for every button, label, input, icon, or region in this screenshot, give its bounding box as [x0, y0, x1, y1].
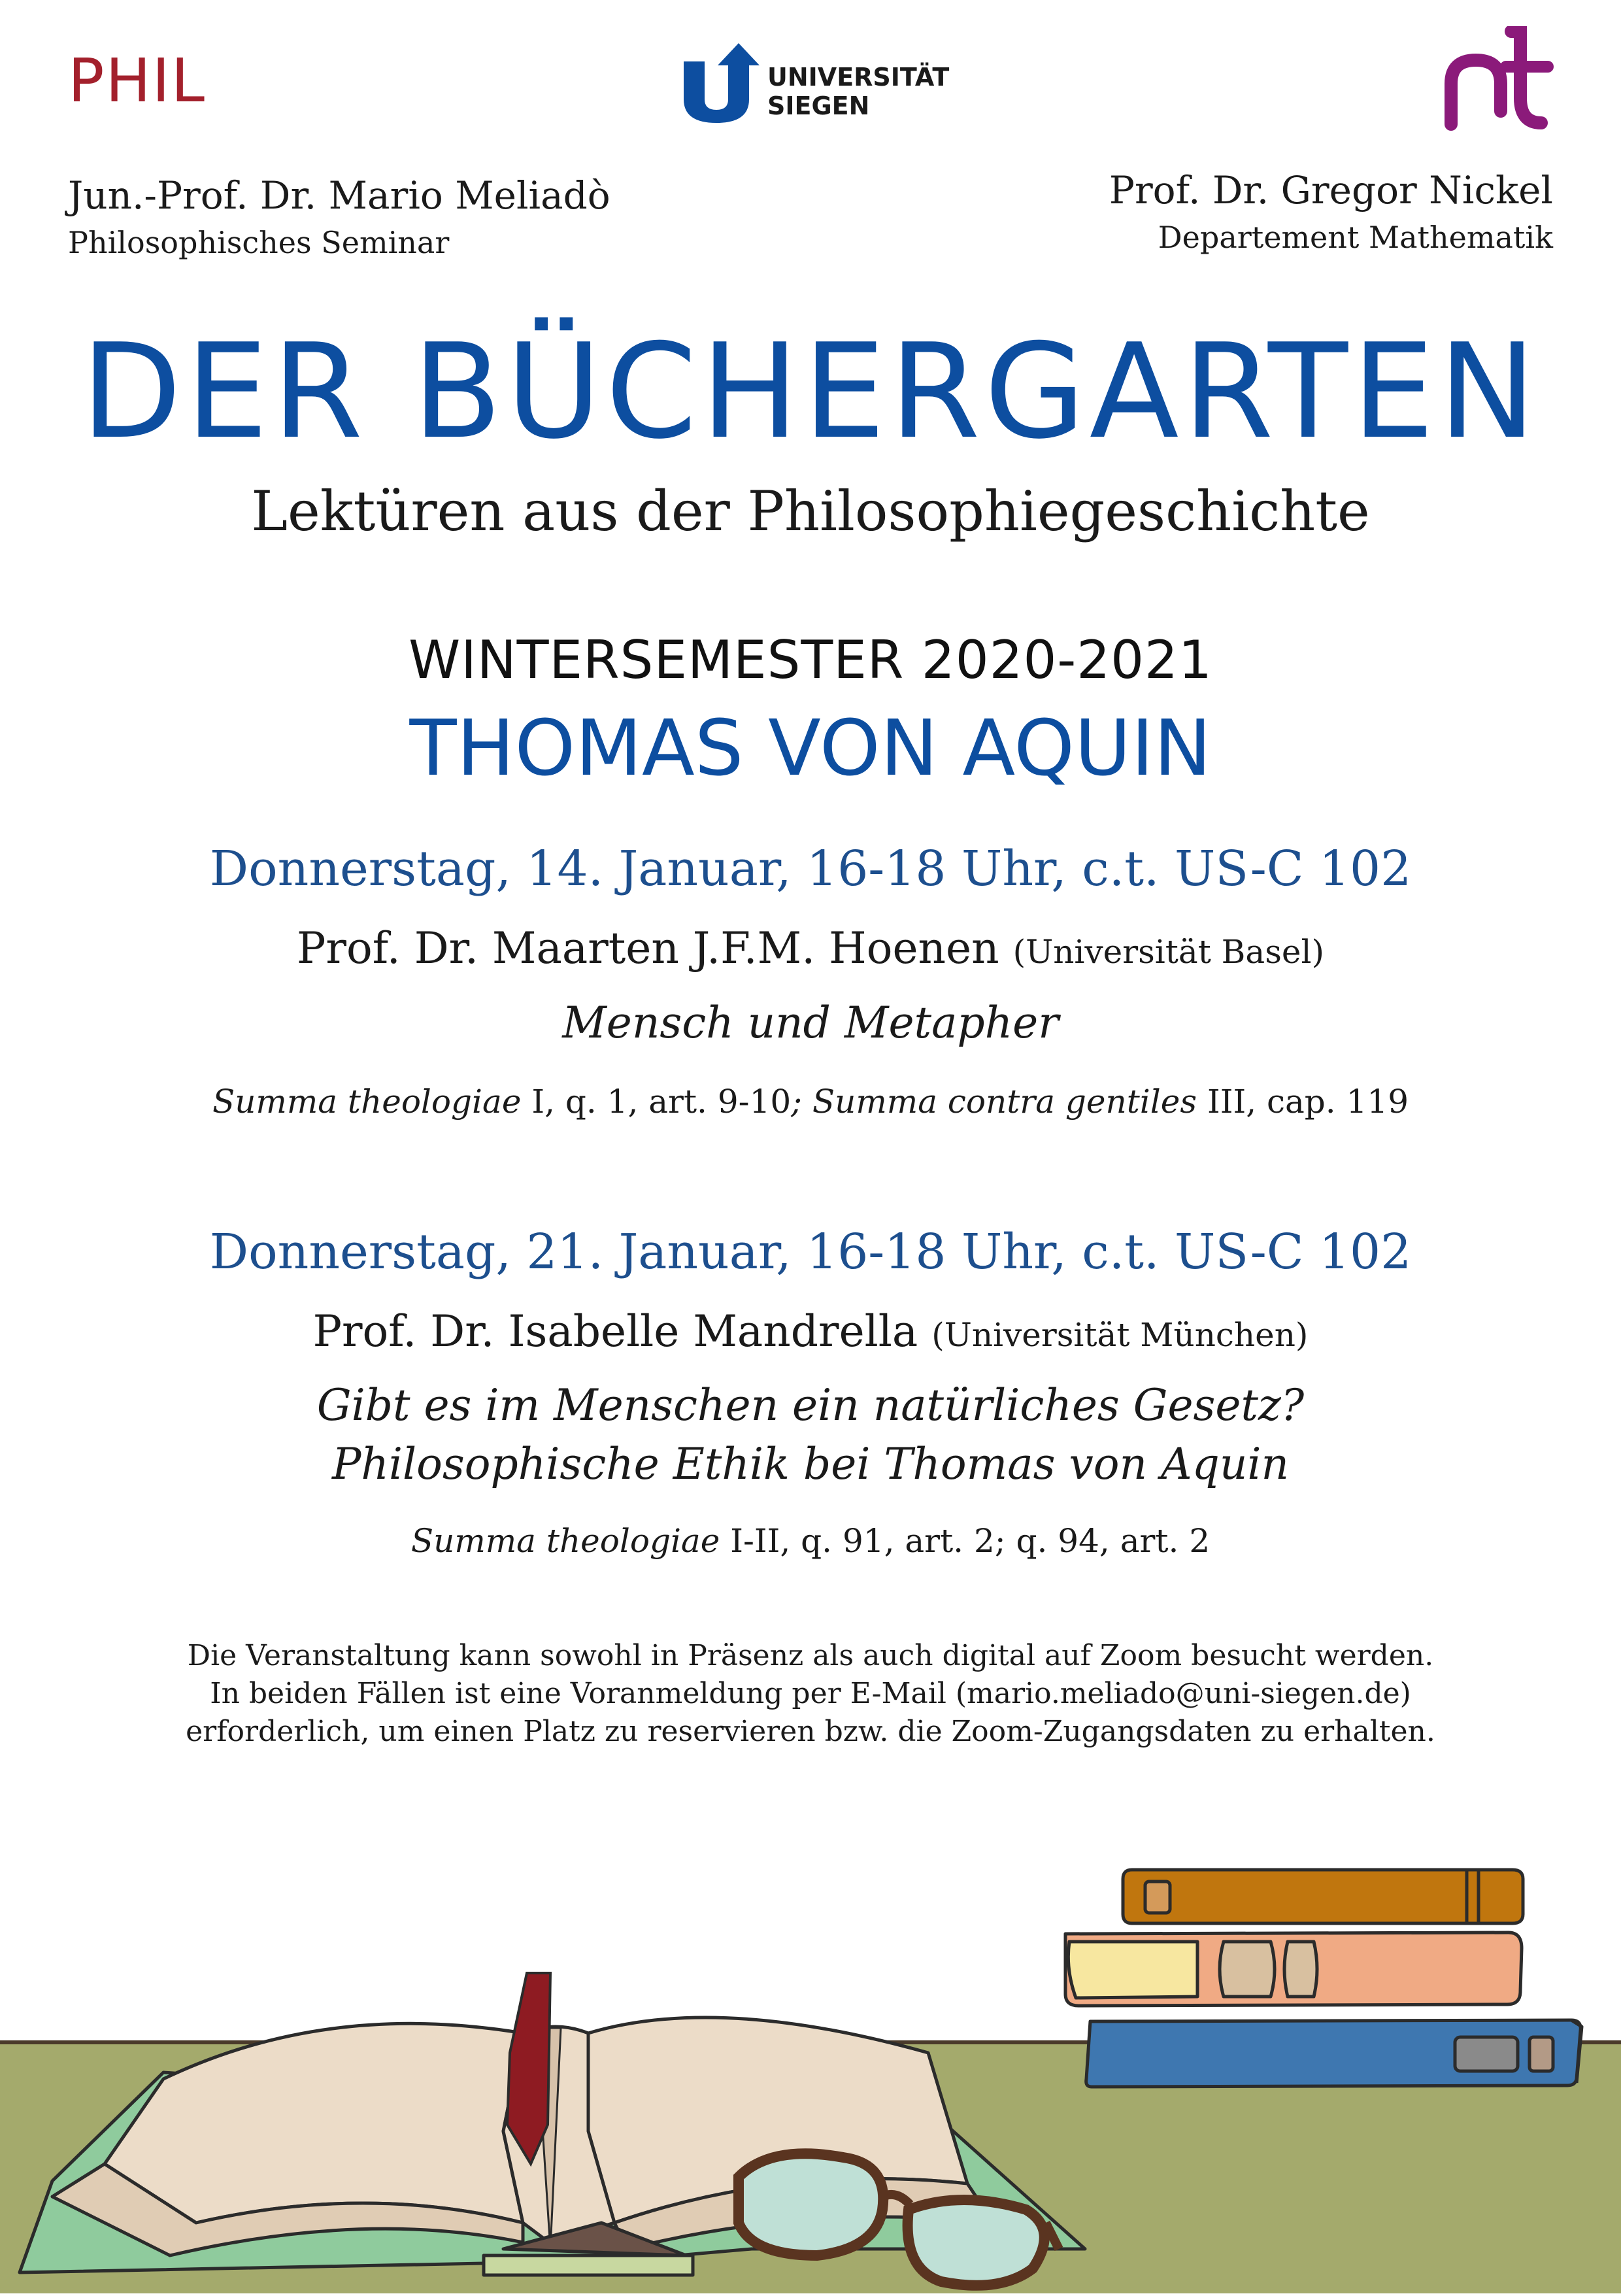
organizer-left-name: Jun.-Prof. Dr. Mario Meliadò [68, 173, 610, 218]
event-1-ref-work1: Summa theologiae [212, 1083, 522, 1121]
university-logo-icon [678, 39, 765, 124]
event-1-ref-separator: ; [791, 1083, 812, 1121]
event-2-affiliation: (Universität München) [931, 1316, 1309, 1354]
event-2-speaker-line [0, 1306, 1621, 1357]
info-line-1: Die Veranstaltung kann sowohl in Präsenz als auch digital auf Zoom besucht werden. [187, 1639, 1434, 1672]
organizer-right-name: Prof. Dr. Gregor Nickel [1109, 168, 1553, 212]
semester-heading: WINTERSEMESTER 2020-2021 [409, 630, 1212, 690]
event-2-ref-work1: Summa theologiae [410, 1522, 720, 1560]
nt-logo-icon [1443, 26, 1554, 140]
uni-logo-line1: UNIVERSITÄT [767, 63, 950, 92]
event-1-title: Mensch und Metapher [562, 998, 1059, 1048]
event-1-speaker: Prof. Dr. Maarten J.F.M. Hoenen [297, 923, 999, 973]
event-1-ref-part2: III, cap. 119 [1197, 1083, 1409, 1121]
page-subtitle: Lektüren aus der Philosophiegeschichte [251, 479, 1370, 543]
event-2-ref-part1: I-II, q. 91, art. 2; q. 94, art. 2 [720, 1522, 1211, 1560]
organizer-left-department: Philosophisches Seminar [68, 225, 450, 260]
event-2-speaker: Prof. Dr. Isabelle Mandrella [312, 1306, 918, 1357]
organizer-right-department: Departement Mathematik [1158, 220, 1553, 255]
event-2-date: Donnerstag, 21. Januar, 16-18 Uhr, c.t. US-C 102 [209, 1224, 1412, 1280]
uni-logo-line2: SIEGEN [767, 92, 870, 120]
page-title: DER BÜCHERGARTEN [80, 316, 1541, 468]
illustration [0, 1857, 1621, 2296]
phil-logo: PHIL [68, 46, 207, 116]
event-1-ref-work2: Summa contra gentiles [812, 1083, 1197, 1121]
event-2-title-line2: Philosophische Ethik bei Thomas von Aquin [332, 1439, 1289, 1489]
event-2-reference [0, 1522, 1621, 1560]
info-line-2: In beiden Fällen ist eine Voranmeldung per E-Mail (mario.meliado@uni-siegen.de) [210, 1677, 1411, 1710]
event-1-date: Donnerstag, 14. Januar, 16-18 Uhr, c.t. US-C 102 [209, 841, 1412, 897]
topic-heading: THOMAS VON AQUIN [409, 703, 1212, 793]
info-line-3: erforderlich, um einen Platz zu reservieren bzw. die Zoom-Zugangsdaten zu erhalten. [186, 1715, 1435, 1748]
event-2-title-line1: Gibt es im Menschen ein natürliches Gesetz? [316, 1380, 1305, 1430]
event-1-affiliation: (Universität Basel) [1012, 933, 1324, 971]
university-siegen-logo [678, 39, 953, 131]
event-1-speaker-line [0, 923, 1621, 973]
book-stack-icon [1065, 1870, 1582, 2087]
event-1-ref-part1: I, q. 1, art. 9-10 [521, 1083, 792, 1121]
event-1-reference [0, 1083, 1621, 1121]
bookmark-ribbon-icon [507, 1973, 550, 2164]
